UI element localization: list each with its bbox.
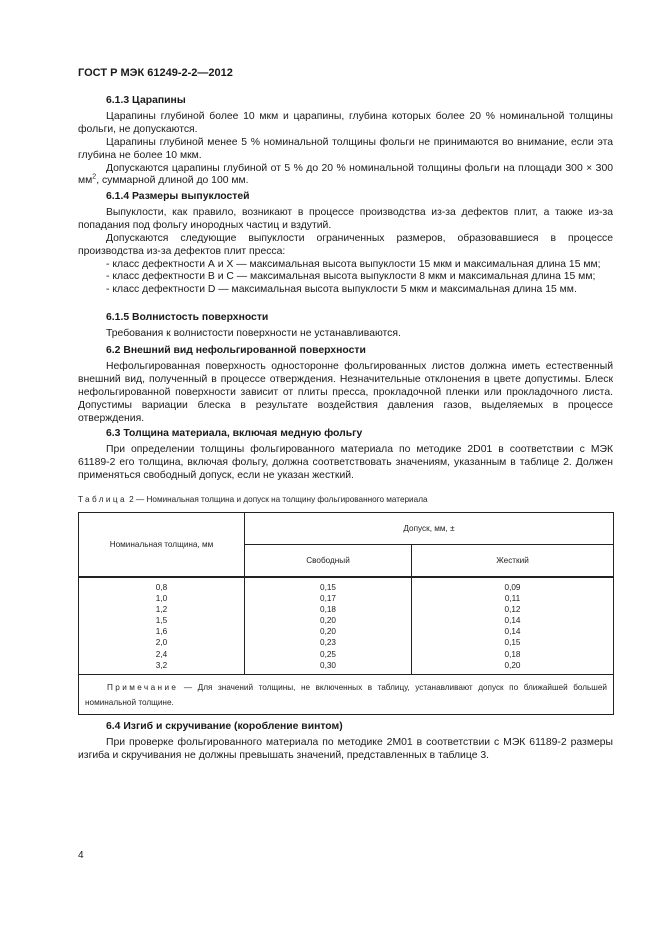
- section-6-2: [78, 345, 613, 425]
- nominal-column: [79, 577, 245, 674]
- list-item: - класс дефектности D — максимальная высота выпуклости 5 мкм и максимальная длина 15 мм.: [106, 284, 577, 296]
- paragraph: При проверке фольгированного материала по методике 2М01 в соответствии с МЭК 61189-2 размеры изгиба и скручивания не должны превышать значений, представленных в таблице 3.: [78, 736, 613, 761]
- table-cell: 1,2: [155, 605, 168, 615]
- table-cell: 1,0: [155, 594, 168, 604]
- section-heading: 6.1.3 Царапины: [106, 95, 186, 106]
- table-cell: 0,14: [504, 616, 521, 626]
- section-heading: 6.3 Толщина материала, включая медную фольгу: [106, 428, 363, 439]
- section-6-4: [78, 721, 613, 763]
- paragraph: Выпуклости, как правило, возникают в процессе производства из-за дефектов плит, а также из-за попадания под фольгу инородных частиц и вздутий.: [78, 206, 613, 231]
- section-6-1-3: [78, 95, 613, 188]
- paragraph: Нефольгированная поверхность односторонне фольгированных листов должна иметь естественный внешний вид, полученный в процессе отверждения. Незначительные отклонения в цвете допустимы. Блеск нефольгированной поверхности зависит от плиты пресса, прокладочной пленки или прокладочного листа. Допустимы вариации блеска в результате воздействия давления газов, выделяемых в процессе отверждения.: [78, 360, 613, 424]
- table-cell: 0,23: [320, 638, 336, 648]
- section-heading: 6.1.4 Размеры выпуклостей: [106, 191, 250, 202]
- section-heading: 6.1.5 Волнистость поверхности: [106, 312, 269, 323]
- table-cell: 0,15: [320, 583, 336, 592]
- paragraph: При определении толщины фольгированного материала по методике 2D01 в соответствии с МЭК 61189-2 его толщина, включая фольгу, должна соответствовать значениям, указанным в таблице 2. Должен применяться свободный допуск, если не указан жесткий.: [78, 443, 613, 481]
- document-header: ГОСТ Р МЭК 61249-2-2—2012: [78, 67, 233, 79]
- section-heading: 6.2 Внешний вид нефольгированной поверхности: [106, 345, 366, 356]
- table-cell: 1,6: [155, 627, 168, 637]
- paragraph: Требования к волнистости поверхности не устанавливаются.: [106, 327, 401, 339]
- header-strict: Жесткий: [412, 545, 614, 578]
- paragraph: Допускаются следующие выпуклости ограниченных размеров, образовавшиеся в процессе производства из-за дефектов плит пресса:: [78, 232, 613, 257]
- table-note: Примечание — Для значений толщины, не включенных в таблицу, устанавливают допуск по ближайшей большей номинальной толщине.: [79, 674, 614, 714]
- list-item: - класс дефектности В и С — максимальная высота выпуклости 8 мкм и максимальная длина 15 мм;: [106, 271, 596, 283]
- paragraph: Царапины глубиной более 10 мкм и царапины, глубина которых более 20 % номинальной толщины фольги, не допускаются.: [78, 110, 613, 135]
- table-cell: 0,14: [504, 627, 521, 637]
- table-cell: 3,2: [155, 660, 168, 670]
- table-cell: 0,20: [504, 660, 521, 670]
- table-cell: 0,09: [504, 583, 521, 592]
- table-cell: 0,18: [504, 649, 521, 659]
- table-cell: 0,18: [320, 605, 336, 615]
- section-heading: 6.4 Изгиб и скручивание (коробление винтом): [106, 721, 343, 732]
- table-cell: 0,11: [504, 594, 521, 604]
- table-cell: 0,20: [320, 616, 336, 626]
- thickness-table: [78, 512, 614, 715]
- header-free: Свободный: [245, 545, 412, 578]
- table-cell: 2,4: [155, 649, 168, 659]
- section-6-1-5: [78, 312, 613, 341]
- table-cell: 0,20: [320, 627, 336, 637]
- section-6-1-4: [78, 191, 613, 297]
- table-cell: 2,0: [155, 638, 168, 648]
- table-cell: 0,30: [320, 660, 336, 670]
- strict-column: [412, 577, 614, 674]
- table-caption: Таблица 2 — Номинальная толщина и допуск на толщину фольгированного материала: [78, 495, 428, 504]
- page-number: 4: [78, 850, 84, 861]
- list-item: - класс дефектности А и Х — максимальная высота выпуклости 15 мкм и максимальная длина 15 мм;: [106, 258, 601, 270]
- table-cell: 0,15: [504, 638, 521, 648]
- table-cell: 0,17: [320, 594, 336, 604]
- header-nominal: Номинальная толщина, мм: [79, 513, 245, 578]
- section-6-3: [78, 428, 613, 483]
- table-cell: 0,8: [155, 583, 168, 592]
- header-tolerance: Допуск, мм, ±: [245, 513, 614, 545]
- table-cell: 1,5: [155, 616, 168, 626]
- table-cell: 0,12: [504, 605, 521, 615]
- free-column: [245, 577, 412, 674]
- paragraph: Царапины глубиной менее 5 % номинальной толщины фольги не принимаются во внимание, если эта глубина не более 10 мкм.: [78, 136, 613, 161]
- paragraph: Допускаются царапины глубиной от 5 % до 20 % номинальной толщины фольги на площади 300 × 300 $мм^2$, суммарной длиной до 100 мм.: [78, 162, 613, 187]
- table-cell: 0,25: [320, 649, 336, 659]
